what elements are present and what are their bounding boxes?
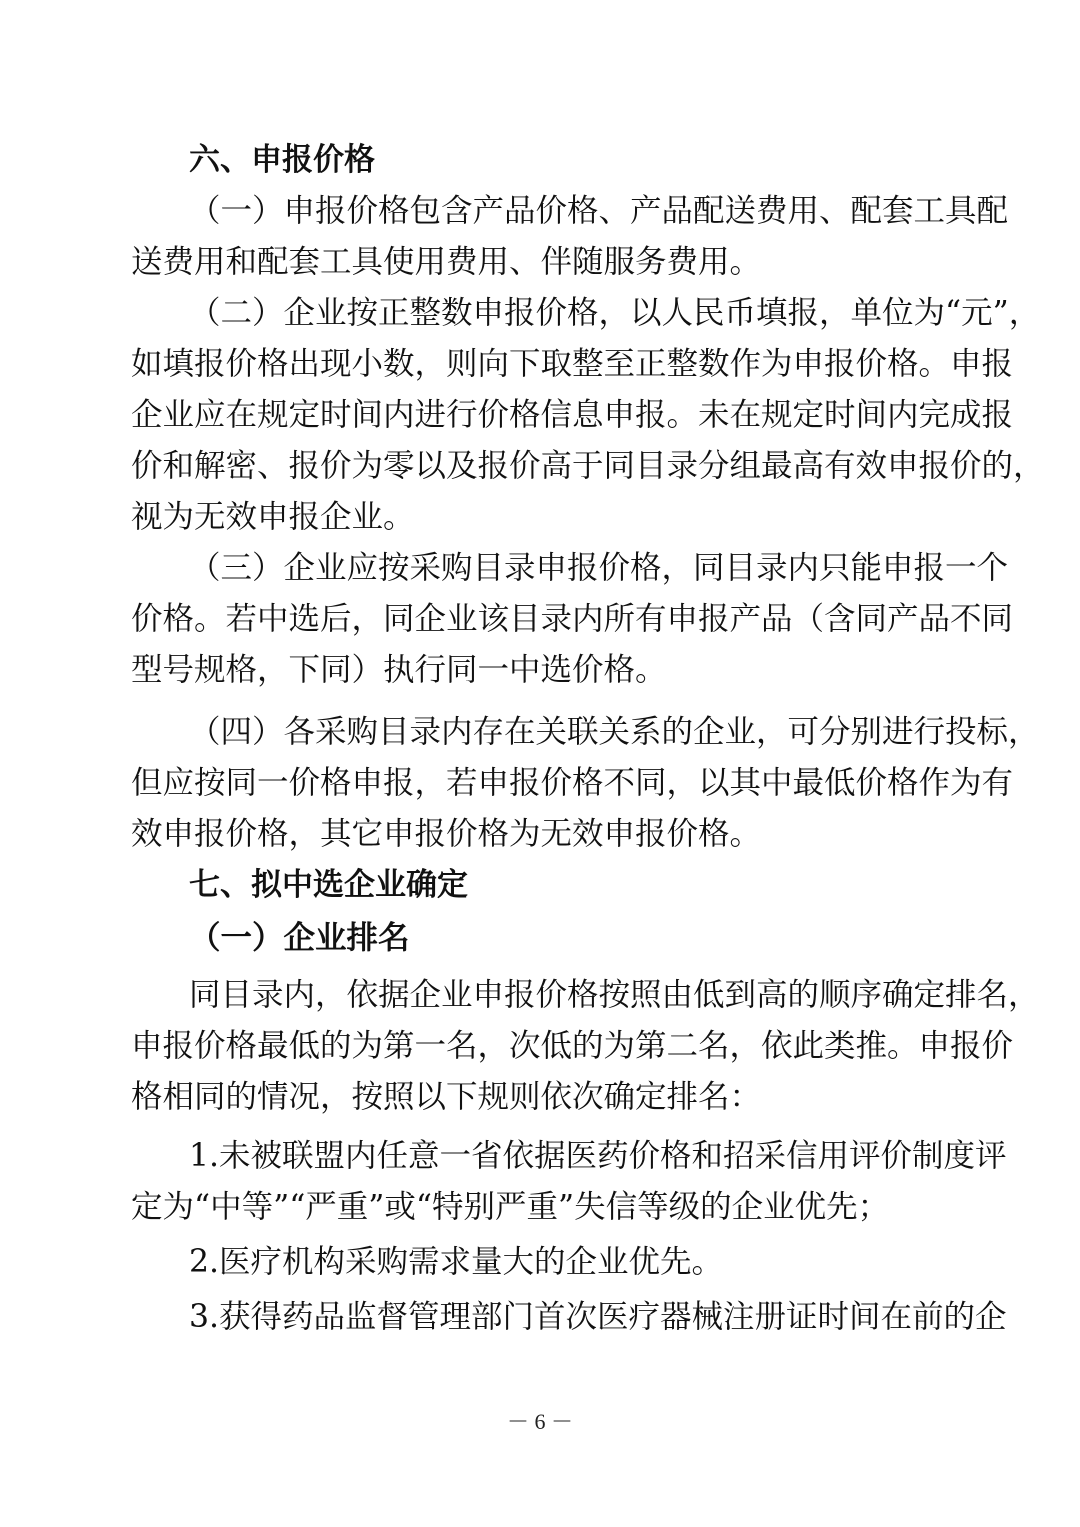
paragraph-line: 企业应在规定时间内进行价格信息申报。未在规定时间内完成报 [131,397,1014,433]
paragraph-line: （一）申报价格包含产品价格、产品配送费用、配套工具配 [189,193,1009,229]
paragraph-line: 价和解密、报价为零以及报价高于同目录分组最高有效申报价的， [131,448,1045,484]
paragraph-line: 价格。若中选后，同企业该目录内所有申报产品（含同产品不同 [131,601,1014,637]
subsection-heading: （一）企业排名 [189,919,410,956]
paragraph-line: （三）企业应按采购目录申报价格，同目录内只能申报一个 [189,550,1009,586]
paragraph-line: 送费用和配套工具使用费用、伴随服务费用。 [131,244,762,280]
paragraph-line: 型号规格，下同）执行同一中选价格。 [131,652,667,688]
list-item: 3.获得药品监督管理部门首次医疗器械注册证时间在前的企 [189,1299,1007,1335]
paragraph-line: 格相同的情况，按照以下规则依次确定排名： [131,1079,762,1115]
list-item: 2.医疗机构采购需求量大的企业优先。 [189,1244,724,1280]
list-item: 定为“中等”“严重”或“特别严重”失信等级的企业优先； [131,1189,890,1225]
paragraph-line: （四）各采购目录内存在关联关系的企业，可分别进行投标， [189,714,1040,750]
section-heading-6: 六、申报价格 [189,142,375,178]
page-number: － 6 － [506,1409,573,1434]
paragraph-line: 如填报价格出现小数，则向下取整至正整数作为申报价格。申报 [131,346,1014,382]
paragraph-line: 效申报价格，其它申报价格为无效申报价格。 [131,816,762,852]
paragraph-line: 但应按同一价格申报，若申报价格不同，以其中最低价格作为有 [131,765,1014,801]
list-item: 1.未被联盟内任意一省依据医药价格和招采信用评价制度评 [189,1138,1007,1174]
paragraph-line: （二）企业按正整数申报价格，以人民币填报，单位为“元”， [189,295,1041,331]
paragraph-line: 申报价格最低的为第一名，次低的为第二名，依此类推。申报价 [131,1028,1014,1064]
section-heading-7: 七、拟中选企业确定 [189,867,468,903]
paragraph-line: 同目录内，依据企业申报价格按照由低到高的顺序确定排名， [189,977,1040,1013]
paragraph-line: 视为无效申报企业。 [131,499,415,535]
